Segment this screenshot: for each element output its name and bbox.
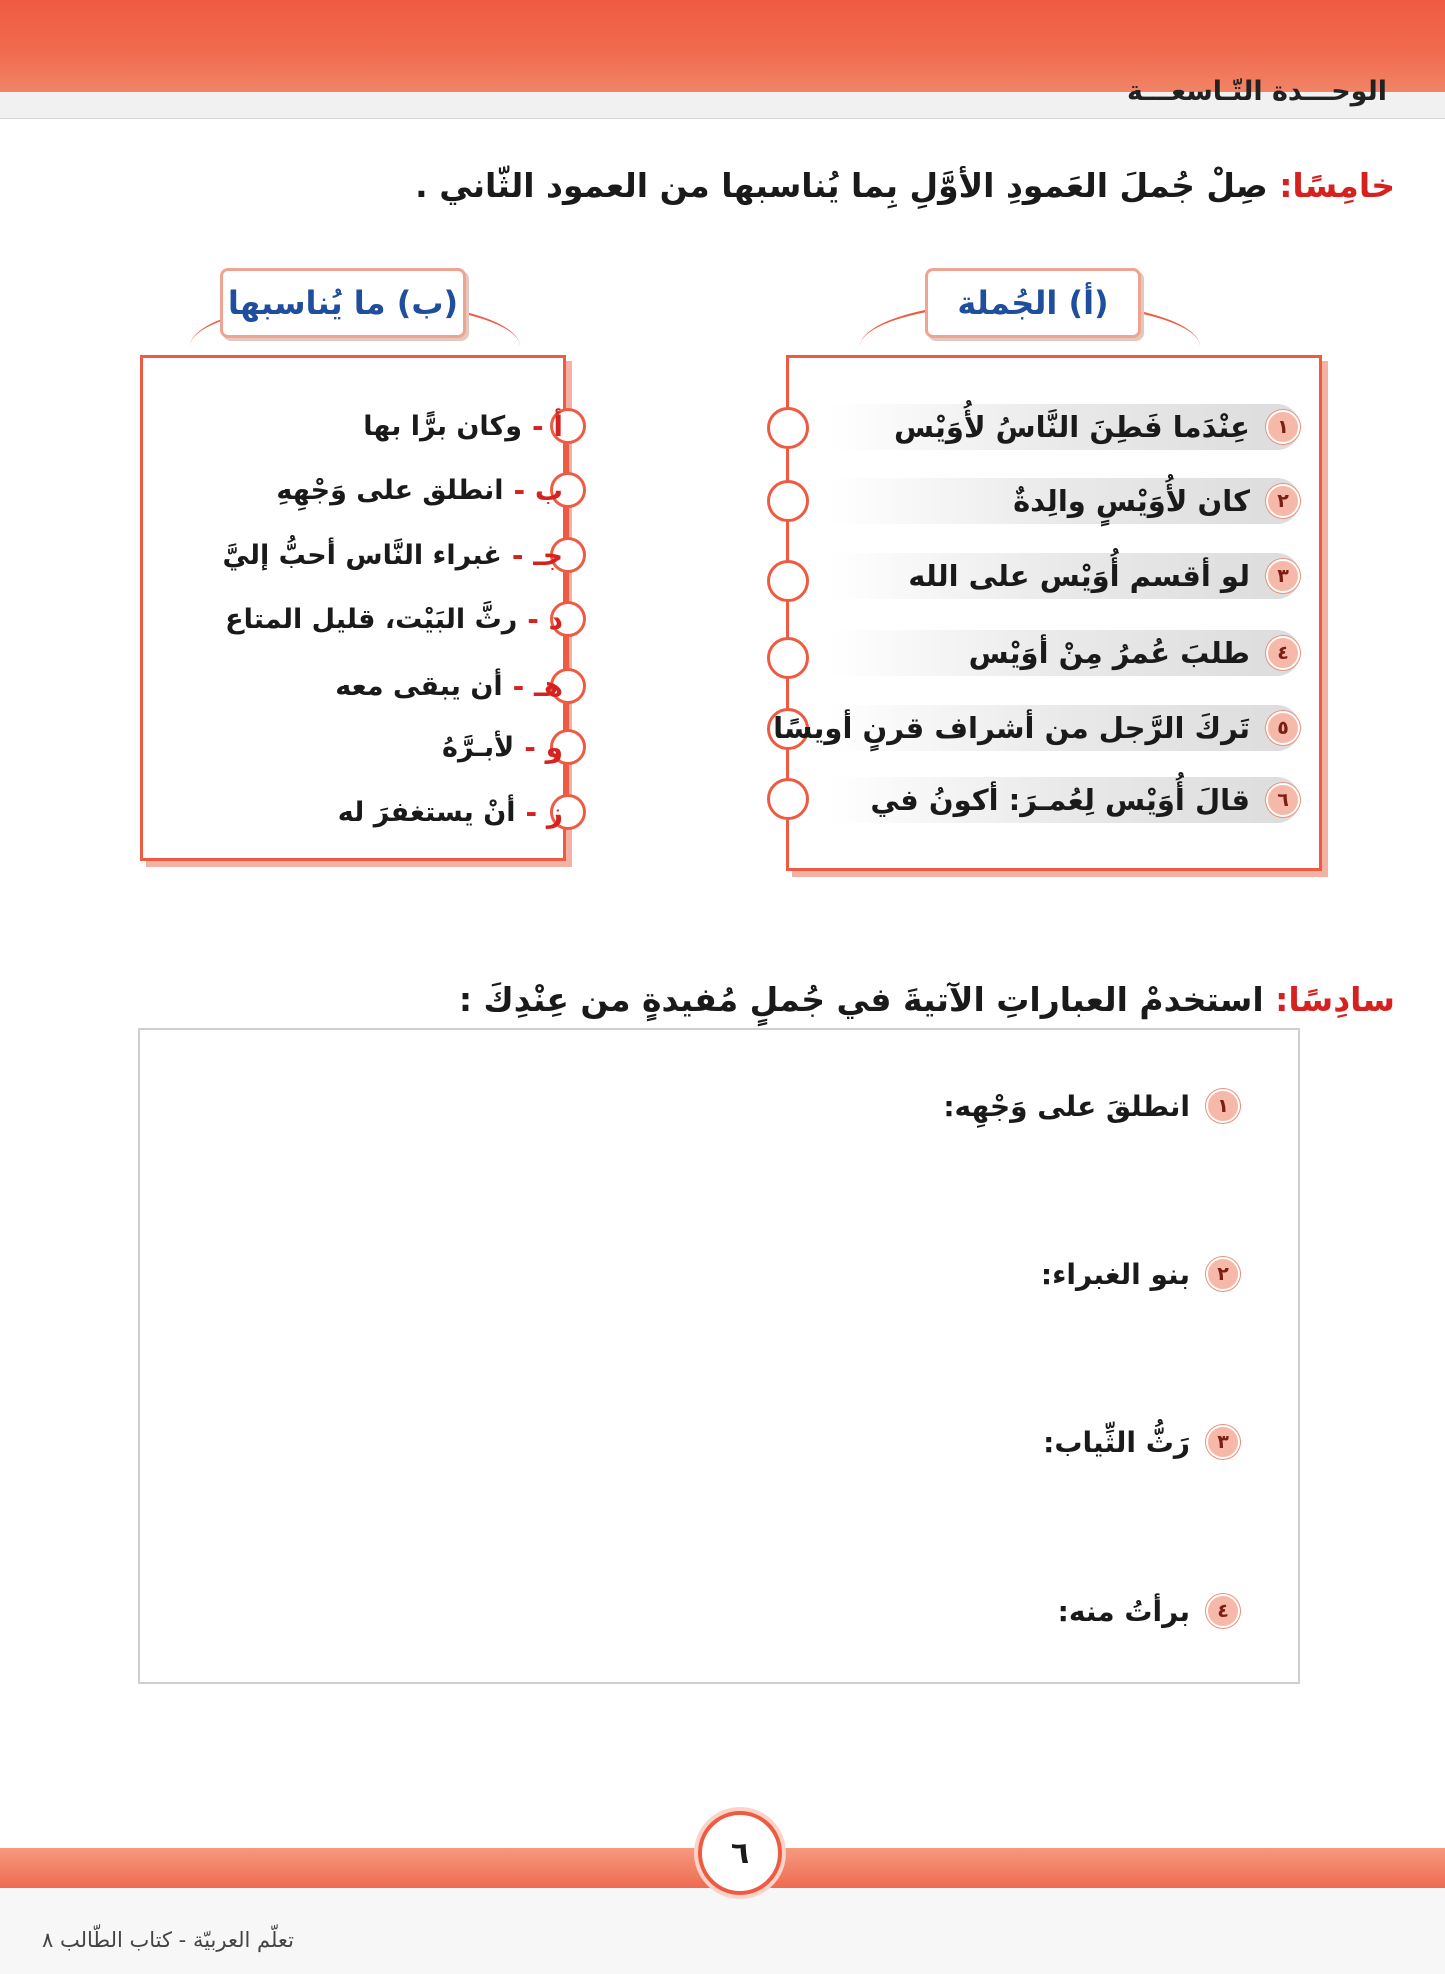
sentence-text: قالَ أُوَيْس لِعُمـرَ: أكونُ في [870,783,1250,817]
exercise5-instruction: صِلْ جُملَ العَمودِ الأوَّلِ بِما يُناسبها من العمود الثّاني . [415,166,1280,205]
match-row-e [335,663,563,709]
column-a-connect-dot-6[interactable] [767,778,809,820]
sentence-number-badge: ٥ [1266,711,1300,745]
column-b-title: (ب) ما يُناسبها [220,268,466,338]
usage-phrase: رَثُّ الثِّياب: [1043,1425,1190,1459]
sentence-number-badge: ١ [1266,410,1300,444]
usage-item-2 [1041,1250,1240,1298]
sentence-row-6 [830,777,1300,823]
usage-phrase: انطلقَ على وَجْهِه: [943,1089,1190,1123]
match-letter: جـ - [511,538,563,572]
exercise6-number: سادِسًا: [1275,980,1395,1019]
match-text: أن يبقى معه [335,670,503,702]
match-text: لأبـرَّهُ [442,731,515,763]
page-number: ٦ [698,1811,782,1895]
match-letter: د - [527,602,563,636]
column-a-connect-dot-2[interactable] [767,480,809,522]
match-text: رثَّ البَيْت، قليل المتاع [225,603,518,635]
match-letter: هـ - [512,669,563,703]
sentence-number-badge: ٦ [1266,783,1300,817]
match-row-f [442,724,563,770]
usage-number-badge: ٤ [1206,1594,1240,1628]
exercise6-heading [459,980,1395,1019]
column-a-connect-dot-4[interactable] [767,637,809,679]
sentence-row-3 [830,553,1300,599]
match-text: انطلق على وَجْهِهِ [276,474,504,506]
match-row-g [338,789,563,835]
match-letter: و - [524,730,563,764]
sentence-number-badge: ٢ [1266,484,1300,518]
sentence-text: تَركَ الرَّجل من أشراف قرنٍ أويسًا [773,711,1250,745]
match-text: غبراء النَّاس أحبُّ إليَّ [222,539,502,571]
sentence-text: كان لأُوَيْسٍ والِدةٌ [1013,484,1250,518]
sentence-text: عِنْدَما فَطِنَ النَّاسُ لأُوَيْس [894,410,1250,444]
exercise5-heading [415,166,1395,205]
match-text: وكان برًّا بها [363,410,523,442]
sentence-row-4 [830,630,1300,676]
sentence-row-2 [830,478,1300,524]
sentence-row-5 [773,705,1300,751]
match-letter: ب - [513,473,563,507]
column-a-title: (أ) الجُملة [925,268,1141,338]
match-letter: أ - [532,409,563,443]
match-text: أنْ يستغفرَ له [337,796,516,828]
usage-phrase: برأتُ منه: [1057,1594,1190,1628]
match-row-d [225,596,563,642]
sentence-number-badge: ٤ [1266,636,1300,670]
match-letter: ز - [525,795,563,829]
usage-number-badge: ٣ [1206,1425,1240,1459]
exercise6-instruction: استخدمْ العباراتِ الآتيةَ في جُملٍ مُفيدةٍ من عِنْدِكَ : [458,980,1276,1019]
usage-phrase: بنو الغبراء: [1040,1257,1190,1291]
usage-number-badge: ٢ [1206,1257,1240,1291]
unit-title: الوحـــدة التّـاسعـــة [1126,76,1387,107]
column-a-connect-dot-1[interactable] [767,407,809,449]
book-title: تعلّم العربيّة - كتاب الطّالب ٨ [42,1928,294,1952]
sentence-row-1 [830,404,1300,450]
match-row-c [223,532,563,578]
match-row-a [363,403,563,449]
sentence-text: لو أقسم أُوَيْس على الله [908,559,1250,593]
usage-item-3 [1043,1418,1240,1466]
usage-item-4 [1058,1587,1240,1635]
sentence-number-badge: ٣ [1266,559,1300,593]
usage-number-badge: ١ [1206,1089,1240,1123]
sentence-text: طلبَ عُمرُ مِنْ أوَيْس [968,636,1250,670]
column-a-connect-dot-3[interactable] [767,560,809,602]
match-row-b [276,467,563,513]
usage-item-1 [943,1082,1240,1130]
exercise5-number: خامِسًا: [1279,166,1395,205]
